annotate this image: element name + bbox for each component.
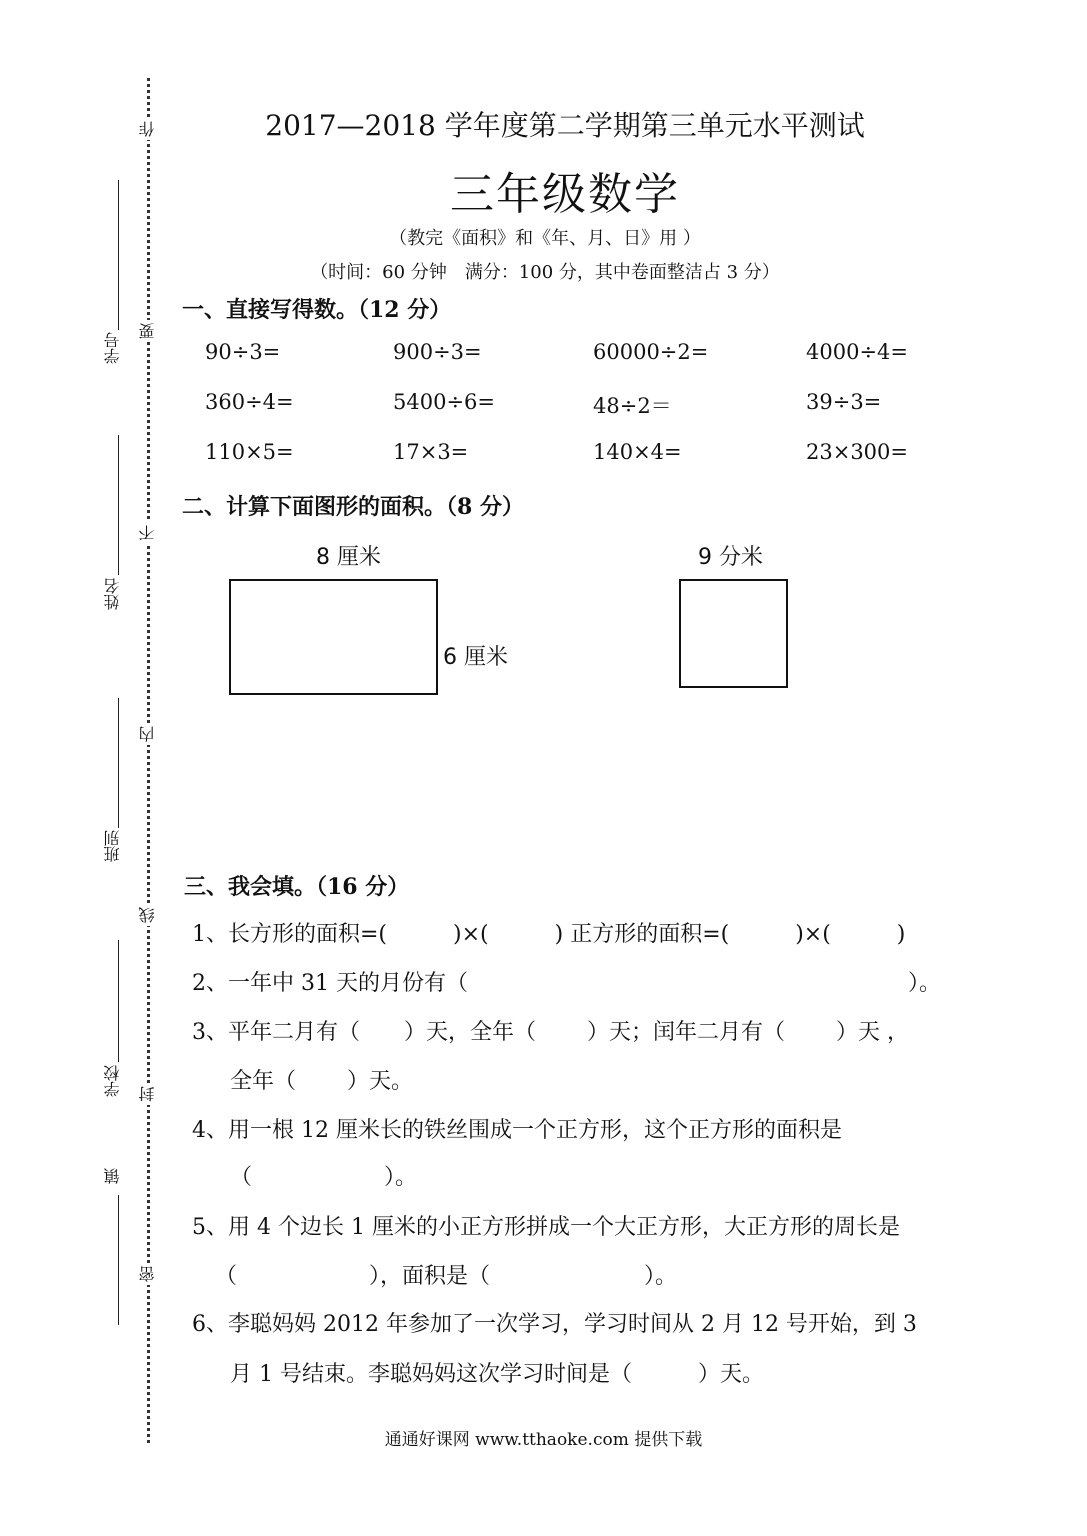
- seal-char: 线: [137, 904, 159, 926]
- question-4-cont: （ ）。: [230, 1165, 418, 1190]
- question-5-cont: （ ），面积是（ ）。: [215, 1264, 678, 1289]
- calc-item: 23×300=: [806, 440, 908, 464]
- question-1: 1、长方形的面积=( )×( ) 正方形的面积=( )×( ): [192, 922, 906, 947]
- rect-height-label: 6 厘米: [443, 645, 508, 670]
- school-line[interactable]: [118, 940, 119, 1062]
- question-4: 4、用一根 12 厘米长的铁丝围成一个正方形，这个正方形的面积是: [192, 1118, 842, 1143]
- question-5: 5、用 4 个边长 1 厘米的小正方形拼成一个大正方形，大正方形的周长是: [192, 1215, 900, 1240]
- seal-char: 封: [137, 1083, 159, 1105]
- seal-char: 内: [137, 723, 159, 745]
- school-label: 学校: [103, 1065, 122, 1097]
- seal-char: 密: [137, 1263, 159, 1285]
- name-line[interactable]: [118, 435, 119, 575]
- section3-heading: 三、我会填。（16 分）: [184, 874, 410, 900]
- subtitle: （教完《面积》和《年、月、日》用 ）: [389, 228, 701, 249]
- calc-item: 60000÷2=: [593, 340, 709, 364]
- town-label: 镇: [103, 1168, 122, 1184]
- subject-title: 三年级数学: [450, 169, 680, 220]
- town-line[interactable]: [118, 1195, 119, 1325]
- calc-item: 90÷3=: [205, 340, 281, 364]
- section1-heading: 一、直接写得数。（12 分）: [182, 297, 452, 323]
- square-side-label: 9 分米: [698, 545, 763, 570]
- class-line[interactable]: [118, 698, 119, 828]
- section2-heading: 二、计算下面图形的面积。（8 分）: [182, 494, 524, 520]
- calc-item: 17×3=: [393, 440, 469, 464]
- calc-item: 4000÷4=: [806, 340, 908, 364]
- rectangle-figure: [229, 579, 438, 695]
- calc-item: 5400÷6=: [393, 390, 495, 414]
- calc-item: 140×4=: [593, 440, 682, 464]
- calc-item: 48÷2＝: [593, 394, 672, 418]
- calc-item: 900÷3=: [393, 340, 482, 364]
- question-3: 3、平年二月有（ ）天，全年（ ）天；闰年二月有（ ）天 ，: [192, 1020, 909, 1045]
- calc-item: 360÷4=: [205, 390, 294, 414]
- name-label: 姓名: [103, 578, 122, 610]
- rect-width-label: 8 厘米: [316, 545, 381, 570]
- exam-title: 2017—2018 学年度第二学期第三单元水平测试: [265, 109, 865, 142]
- class-label: 班别: [103, 830, 122, 862]
- student-no-label: 学号: [103, 332, 122, 364]
- calc-item: 110×5=: [205, 440, 294, 464]
- seal-char: 不: [137, 522, 159, 544]
- question-6-cont: 月 1 号结束。李聪妈妈这次学习时间是（ ）天。: [230, 1362, 764, 1387]
- calc-item: 39÷3=: [806, 390, 882, 414]
- exam-info: （时间：60 分钟 满分：100 分，其中卷面整洁占 3 分）: [310, 262, 780, 283]
- footer-credit: 通通好课网 www.tthaoke.com 提供下载: [384, 1430, 703, 1450]
- square-figure: [679, 579, 788, 688]
- question-6: 6、李聪妈妈 2012 年参加了一次学习，学习时间从 2 月 12 号开始，到 3: [192, 1312, 917, 1337]
- seal-char: 作: [137, 118, 159, 140]
- seal-char: 要: [137, 320, 159, 342]
- question-2: 2、一年中 31 天的月份有（ ）。: [192, 971, 941, 996]
- question-3-cont: 全年（ ）天。: [230, 1069, 413, 1094]
